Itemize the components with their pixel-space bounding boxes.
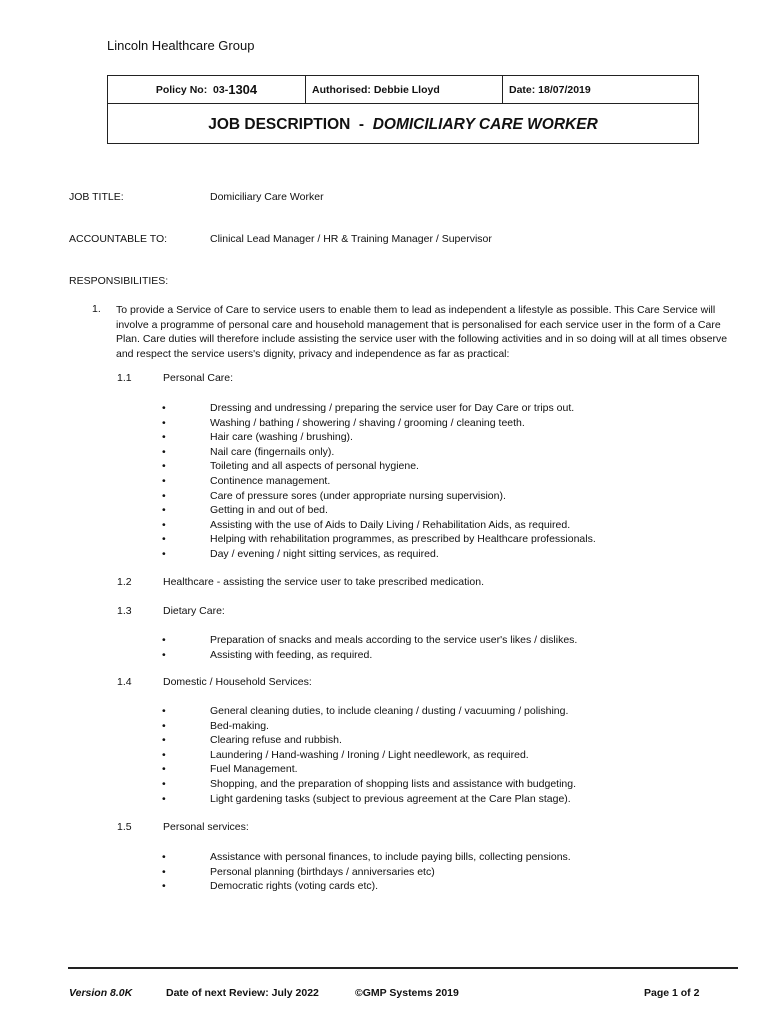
bullet-icon: • [162, 431, 166, 444]
list-item-text: General cleaning duties, to include cleaning / dusting / vacuuming / polishing. [210, 705, 569, 717]
list-item-text: Helping with rehabilitation programmes, as prescribed by Healthcare professionals. [210, 533, 596, 546]
footer-rule [68, 967, 738, 969]
title-role: DOMICILIARY CARE WORKER [372, 115, 598, 133]
bullet-icon: • [162, 648, 166, 661]
bullet-icon: • [162, 474, 166, 487]
bullet-icon: • [162, 504, 166, 517]
list-item-text: Shopping, and the preparation of shopping lists and assistance with budgeting. [210, 777, 577, 790]
accountable-to-value: Clinical Lead Manager / HR & Training Manager / Supervisor [210, 233, 492, 245]
bullet-icon: • [162, 748, 166, 761]
job-title-value: Domiciliary Care Worker [210, 191, 324, 203]
footer-page: Page 1 of 2 [644, 987, 700, 999]
section-number: 1.5 [117, 821, 132, 833]
section-title: Healthcare - assisting the service user to take prescribed medication. [163, 576, 484, 588]
section-title: Personal services: [163, 821, 249, 833]
authorised-cell: Authorised: Debbie Lloyd [306, 76, 503, 103]
intro-paragraph: To provide a Service of Care to service users to enable them to lead as independent a lifestyle as possible. This Care Service will involve a programme of personal care and household management that is personalised for each service user in the form of a Care Plan. Care duties will therefore include assisting the service user with the following activities and in so doing will at all times observe and respect the service users's dignity, privacy and independence as far as practical: [116, 304, 728, 360]
list-item-text: Toileting and all aspects of personal hygiene. [210, 460, 419, 473]
policy-number: 1304 [228, 82, 258, 97]
bullet-icon: • [162, 533, 166, 546]
list-item-text: Care of pressure sores (under appropriate nursing supervision). [210, 489, 506, 502]
accountable-to-label: ACCOUNTABLE TO: [69, 233, 168, 245]
list-item-text: Assisting with feeding, as required. [210, 648, 373, 661]
bullet-icon: • [162, 705, 166, 717]
list-item-text: Day / evening / night sitting services, as required. [210, 547, 439, 560]
section-number: 1.4 [117, 676, 132, 688]
list-item-text: Continence management. [210, 474, 331, 487]
list-item-text: Nail care (fingernails only). [210, 445, 335, 458]
bullet-icon: • [162, 851, 166, 863]
bullet-icon: • [162, 547, 166, 560]
section-title: Dietary Care: [163, 605, 225, 617]
list-item-text: Preparation of snacks and meals according to the service user's likes / dislikes. [210, 634, 578, 646]
list-item-text: Light gardening tasks (subject to previous agreement at the Care Plan stage). [210, 792, 571, 805]
footer-next-review: Date of next Review: July 2022 [166, 987, 319, 999]
bullet-icon: • [162, 719, 166, 732]
policy-label: Policy No: [155, 83, 208, 96]
bullet-icon: • [162, 402, 166, 414]
document-title [108, 104, 698, 145]
list-item-text: Laundering / Hand-washing / Ironing / Light needlework, as required. [210, 748, 529, 761]
bullet-icon: • [162, 880, 166, 893]
section-title: Personal Care: [163, 372, 234, 384]
bullet-icon: • [162, 416, 166, 429]
list-item-text: Hair care (washing / brushing). [210, 431, 353, 444]
list-item-text: Dressing and undressing / preparing the service user for Day Care or trips out. [210, 402, 575, 414]
list-item-text: Democratic rights (voting cards etc). [210, 880, 379, 893]
list-item-text: Clearing refuse and rubbish. [210, 734, 342, 747]
list-item-text: Fuel Management. [210, 763, 298, 776]
date-cell: Date: 18/07/2019 [509, 83, 591, 96]
section-number: 1.2 [117, 576, 132, 588]
policy-info-row [108, 76, 698, 104]
section-title: Domestic / Household Services: [163, 676, 312, 688]
list-item-text: Assistance with personal finances, to include paying bills, collecting pensions. [210, 851, 571, 863]
job-title-label: JOB TITLE: [69, 191, 124, 203]
bullet-icon: • [162, 865, 166, 878]
policy-prefix: 03- [213, 83, 229, 96]
section-number: 1.3 [117, 605, 132, 617]
list-item-text: Personal planning (birthdays / anniversaries etc) [210, 865, 435, 878]
list-item-text: Bed-making. [210, 719, 269, 732]
footer-version: Version 8.0K [69, 987, 133, 999]
title-main: JOB DESCRIPTION - [208, 115, 373, 133]
policy-number-cell [108, 76, 306, 103]
organization-name: Lincoln Healthcare Group [107, 38, 255, 53]
bullet-icon: • [162, 763, 166, 776]
bullet-icon: • [162, 634, 166, 646]
intro-number: 1. [92, 303, 101, 315]
bullet-icon: • [162, 792, 166, 805]
bullet-icon: • [162, 518, 166, 531]
list-item-text: Getting in and out of bed. [210, 504, 328, 517]
bullet-icon: • [162, 777, 166, 790]
section-number: 1.1 [117, 372, 132, 384]
bullet-icon: • [162, 489, 166, 502]
responsibilities-label: RESPONSIBILITIES: [69, 275, 169, 287]
footer-copyright: ©GMP Systems 2019 [355, 987, 459, 999]
bullet-icon: • [162, 445, 166, 458]
policy-header-box [107, 75, 699, 144]
list-item-text: Assisting with the use of Aids to Daily Living / Rehabilitation Aids, as required. [210, 518, 571, 531]
bullet-icon: • [162, 734, 166, 747]
bullet-icon: • [162, 460, 166, 473]
list-item-text: Washing / bathing / showering / shaving / grooming / cleaning teeth. [210, 416, 525, 429]
